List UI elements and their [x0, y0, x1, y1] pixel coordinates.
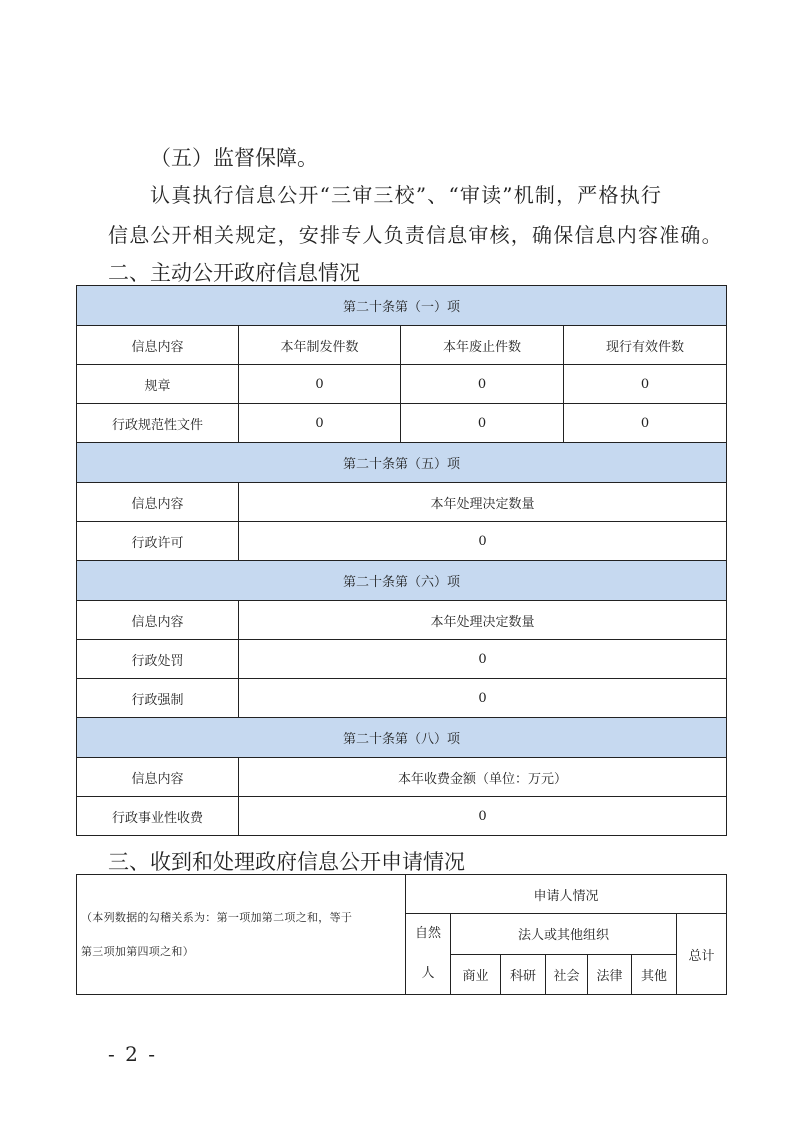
article-6-title: 第二十条第（六）项 — [77, 561, 727, 601]
sub-header-legal: 法律 — [588, 954, 632, 995]
applicant-header: 申请人情况 — [406, 875, 727, 914]
row-label-administrative-license: 行政许可 — [77, 522, 239, 561]
application-table — [76, 874, 727, 995]
row-label-regulations: 规章 — [77, 365, 239, 404]
article-5-title: 第二十条第（五）项 — [77, 443, 727, 483]
table-cell: 0 — [564, 365, 727, 404]
table-cell: 0 — [239, 404, 401, 443]
table-cell: 0 — [564, 404, 727, 443]
row-label-administrative-penalty: 行政处罚 — [77, 640, 239, 679]
table-cell: 0 — [239, 679, 727, 718]
row-label-administrative-fees: 行政事业性收费 — [77, 797, 239, 836]
page-number: - 2 - — [108, 1042, 157, 1066]
paragraph-line-2: 信息公开相关规定，安排专人负责信息审核，确保信息内容准确。 — [108, 223, 723, 247]
natural-person-header — [406, 914, 451, 995]
table-cell: 0 — [401, 365, 564, 404]
article-1-title: 第二十条第（一）项 — [77, 286, 727, 326]
header-valid-count: 现行有效件数 — [564, 326, 727, 365]
table-cell: 0 — [239, 522, 727, 561]
sub-header-social: 社会 — [546, 954, 588, 995]
row-label-administrative-coercion: 行政强制 — [77, 679, 239, 718]
table-cell: 0 — [239, 640, 727, 679]
header-info-content: 信息内容 — [77, 326, 239, 365]
header-info-content: 信息内容 — [77, 601, 239, 640]
sub-header-commercial: 商业 — [451, 954, 501, 995]
note-line-2: 第三项加第四项之和） — [81, 944, 194, 958]
total-header: 总计 — [677, 914, 727, 995]
paragraph-line-1: 认真执行信息公开“三审三校”、“审读”机制，严格执行 — [150, 183, 663, 207]
row-label-normative-documents: 行政规范性文件 — [77, 404, 239, 443]
section-two-heading: 二、主动公开政府信息情况 — [108, 261, 360, 285]
section-five-heading: （五）监督保障。 — [150, 146, 318, 170]
header-fee-amount: 本年收费金额（单位：万元） — [239, 758, 727, 797]
relationship-note — [77, 875, 406, 995]
natural-person-line-1: 自然 — [414, 926, 441, 941]
sub-header-research: 科研 — [501, 954, 546, 995]
table-cell: 0 — [239, 797, 727, 836]
legal-entity-header: 法人或其他组织 — [451, 914, 677, 955]
table-cell: 0 — [401, 404, 564, 443]
header-decision-count: 本年处理决定数量 — [239, 601, 727, 640]
natural-person-line-2: 人 — [421, 966, 435, 981]
header-info-content: 信息内容 — [77, 483, 239, 522]
header-decision-count: 本年处理决定数量 — [239, 483, 727, 522]
sub-header-other: 其他 — [632, 954, 677, 995]
note-line-1: （本列数据的勾稽关系为：第一项加第二项之和，等于 — [81, 910, 353, 924]
header-info-content: 信息内容 — [77, 758, 239, 797]
article-8-title: 第二十条第（八）项 — [77, 718, 727, 758]
header-repealed-count: 本年废止件数 — [401, 326, 564, 365]
proactive-disclosure-table — [76, 285, 727, 836]
table-cell: 0 — [239, 365, 401, 404]
section-three-heading: 三、收到和处理政府信息公开申请情况 — [108, 850, 465, 874]
header-issued-count: 本年制发件数 — [239, 326, 401, 365]
